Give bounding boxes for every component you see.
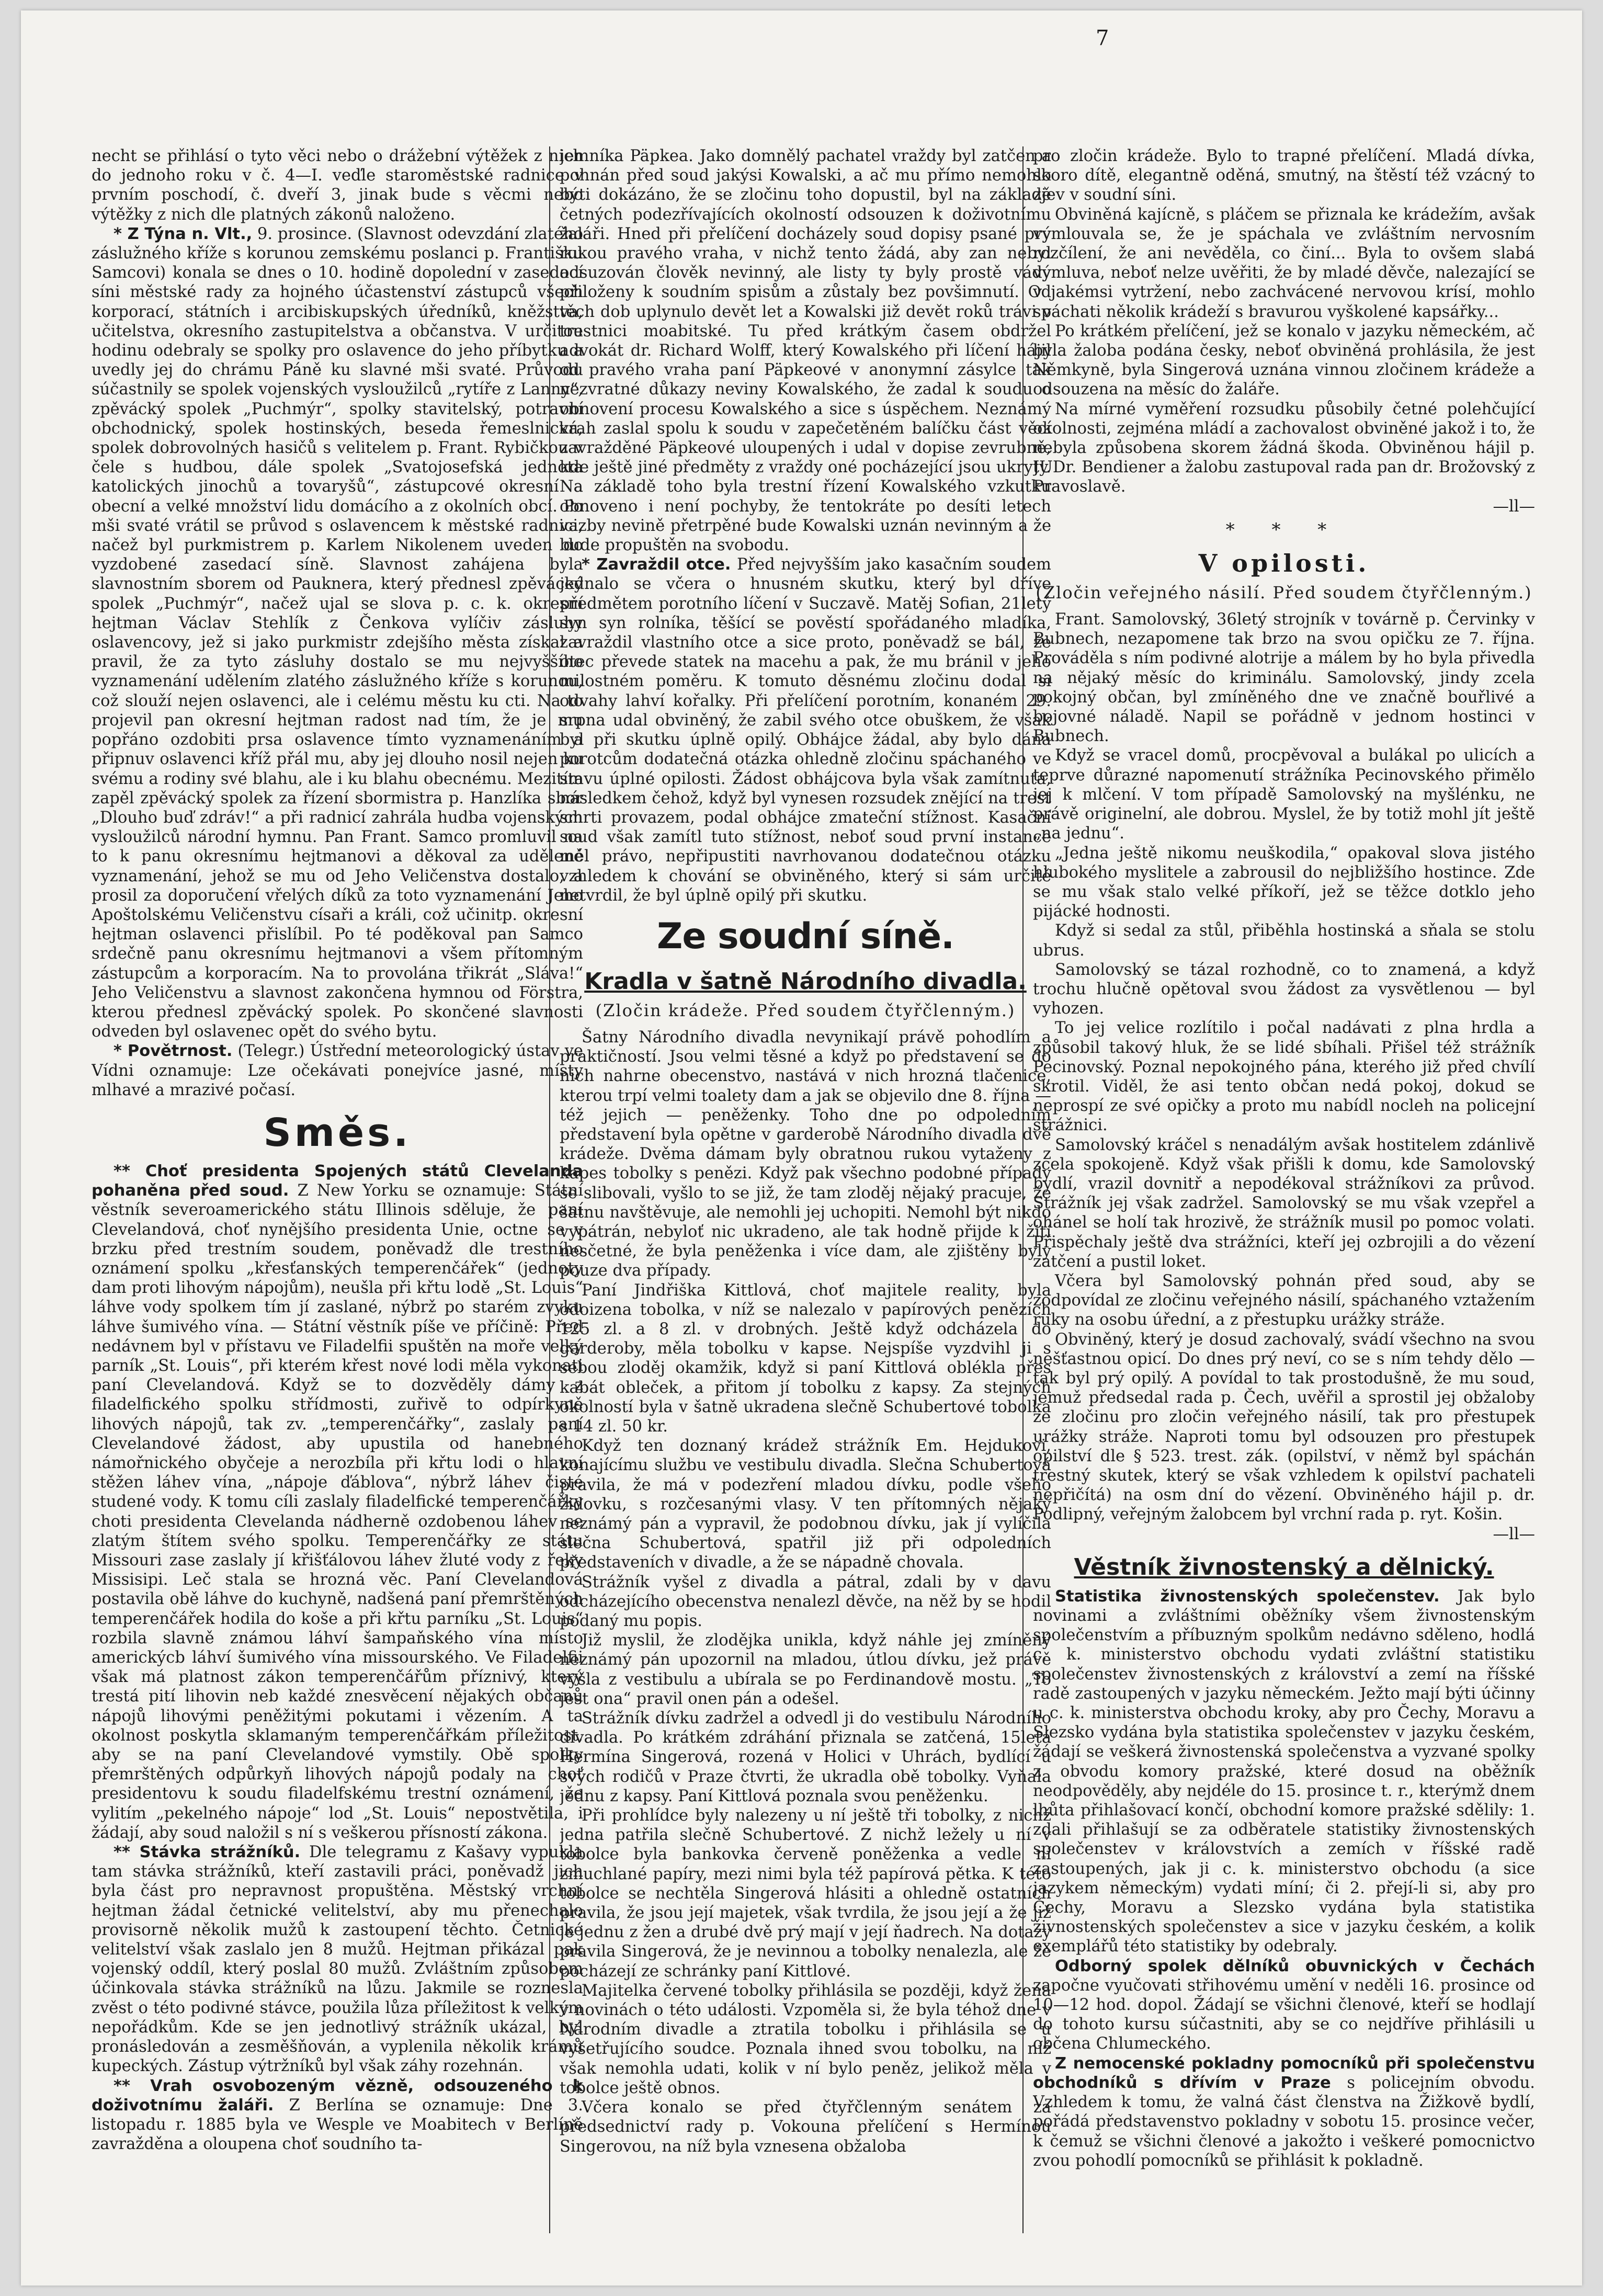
theft-para-6: Strážník dívku zadržel a odvedl ji do vestibulu Národního divadla. Po krátkém zdráhání přiznala se zatčená, 15letá Hermína Singerová, rozená v Holici v Uhrách, bydlící u svých rodičů v Praze čtvrti, že ukradla obě tobolky. Vyňala jednu z kapsy. Paní Kittlová poznala svou peněženku.	[560, 1709, 1051, 1805]
headline-drunkenness: V opilosti.	[1198, 549, 1370, 578]
drunk-para-2: Když se vracel domů, procpěvoval a bulákal po ulicích a teprve důrazné napomenutí strážníka Pecinovského přimělo jej k mlčení. V tom případě Samolovský na myšlénku, ne právě originelní, ale dobrou. Myslel, že by totiž mohl jít ještě „na jednu“.	[1033, 746, 1535, 843]
article-cleveland-body: Z New Yorku se oznamuje: Státní věstník severoamerického státu Illinois sděluje, že paní Clevelandová, choť nynějšího presidenta Unie, octne se v brzku před trestním soudem, poněvadž dle trestního oznámení spolku „křesťanských temperenčářek“ (jednoty dam proti lihovým nápojům), neušla při křtu lodě „St. Louis“ láhve vody spolkem tím jí zaslané, nýbrž po starém zvyku láhve šumivého vína. — Státní věstník píše ve příčině: Před nedávnem byl v přístavu ve Filadelfii spuštěn na moře velký parník „St. Louis“, při kterém křest nové lodi měla vykonati paní Clevelandová. Když se to dozvěděly dámy z filadelfického spolku střídmosti, zuřivě to odpírkyně lihových nápojů, tak zv. „temperenčářky“, zaslaly paní Clevelandové žádost, aby upustila od hanebného námořnického obyčeje a nerozbíla při křtu lodi o hlavní stěžen láhev vína, „nápoje ďáblova“, nýbrž láhev čisté studené vody. K tomu cíli zaslaly filadelfické temperenčářky choti presidenta Clevelanda nádherně ozdobenou láhev se zlatým štítem svého spolku. Temperenčářky ze státu Missouri zase zaslaly jí křišťálovou láhev žluté vody z řeky Missisipi. Leč stala se hrozná věc. Paní Clevelandová postavila obě láhve do kuchyně, nadšená paní přemrštěných temperenčářek hodila do koše a při křtu parníku „St. Louis“ rozbila slavně známou láhví šampaňského vína místo americkýcb láhví šumivého vína missourského. Ve Filadelfii však má platnost zákon temperenčářům příznivý, který trestá pití lihovin neb každé znesvěcení nějakých občanů nápojů lihovými peněžitými pokutami i vězením. A ta okolnost poskytla sklamaným temperenčářkám příležitost, aby se na paní Clevelandové vymstily. Obě spolky přemrštěných odpůrkyň lihových nápojů podaly na choť presidentovu k soudu filadelfskému trestní oznámení, že vylitím „pekelného nápoje“ lod „St. Louis“ nepostvětila, i žádají, aby soud naložil s ní s veškerou přísností zákona.	[92, 1181, 583, 1842]
section-heading-smes: Směs.	[263, 1110, 412, 1155]
article-strike	[92, 1843, 583, 2076]
drunk-para-8: Včera byl Samolovský pohnán před soud, aby se zodpovídal ze zločinu veřejného násilí, spáchaného vztažením ruky na osobu úřední, a z přestupku urážky stráže.	[1033, 1271, 1535, 1329]
signature-1: —ll—	[1493, 497, 1535, 516]
article-weather-lead: * Povětrnost.	[113, 1042, 233, 1061]
article-sick-fund-lead: Z nemocenské pokladny pomocníků při společenstvu obchodníků s dřívím v Praze	[1033, 2054, 1535, 2092]
signature-2: —ll—	[1493, 1525, 1535, 1543]
theft-cont-1: pro zločin krádeže. Bylo to trapné přelíčení. Mladá dívka, skoro dítě, elegantně oděná, smutný, na štěstí též vzácný to zjev v soudní síni.	[1033, 147, 1535, 204]
article-murderer	[92, 2076, 583, 2154]
drunk-para-9: Obviněný, který je dosud zachovalý, svádí všechno na svou nešťastnou opicí. Do dnes prý neví, co se s ním tehdy dělo — tak byl prý opilý. A povídal to tak prostodušně, že mu soud, jemuž předsedal rada p. Čech, uvěřil a sprostil jej obžaloby ze zločinu pro zločin veřejného násilí, tak pro přestupek urážky stráže. Naproti tomu byl odsouzen pro přestupek opilství dle § 523. trest. zák. (opilství, v němž byl spáchán trestný skutek, který se však vzhledem k opilství pachateli nepřičítá) na osm dní do vězení. Obviněného hájil p. dr. Podlipný, veřejným žalobcem byl vrchní rada p. ryt. Košin.	[1033, 1330, 1535, 1524]
article-patricide-body: Před nejvyšším jako kasačním soudem jednalo se včera o hnusném skutku, který byl dříve předmětem porotního líčení v Suczavě. Matěj Sofian, 21letý syn syn rolníka, těšící se pověstí spořádaného mladíka, zavraždil vlastního otce a sice proto, poněvadž se bál, že otec převede statek na macehu a pak, že mu bránil v jeho milostném poměru. K tomuto děsnému zločinu dodal si odvahy lahví kořalky. Při přelíčení porotním, konaném 29. srpna udal obviněný, že zabil svého otce obuškem, že však byl při skutku úplně opilý. Obhájce žádal, aby bylo dána porotcům dodatečná otázka ohledně zločinu spáchaného ve stavu úplné opilosti. Žádost obhájcova byla však zamítnuta, následkem čehož, když byl vynesen rozsudek znějící na trest smrti provazem, podal obhájce zmateční stížnost. Kasační soud však zamítl tuto stížnost, neboť soud první instance měl právo, nepřipustiti navrhovanou dodatečnou otázku vzhledem k chování se obviněného, který si sám určitě netvrdil, že byl úplně opilý při skutku.	[560, 555, 1051, 905]
article-sick-fund-body: s policejním obvodu. Vzhledem k tomu, že valná část členstva na Žižkově bydlí, pořádá představenstvo pokladny v sobotu 15. prosince večer, k čemuž se všichni členové a jakožto i veškeré pomocnictvo zvou pohodlí pomocníků se přihlásit k pokladně.	[1033, 2073, 1535, 2170]
drunk-para-4: Když si sedal za stůl, přiběhla hostinská a sňala se stolu ubrus.	[1033, 922, 1535, 960]
drunk-para-7: Samolovský kráčel s nenadálým avšak hostitelem zdánlivě zcela spokojeně. Když však přišli k domu, kde Samolovský bydlí, vrazil dovnitř a nepodékoval strážníkovi za průvod. Strážník jej však zadržel. Samolovský se mu však vzepřel a ohánel se holí tak hrozivě, že strážník musil po pomoc volati. Přispěchaly ještě dva strážníci, kteří jej ozbrojili a do vězení zatčení a pustil loket.	[1033, 1135, 1535, 1271]
article-murderer-cont: jemníka Päpkea. Jako domnělý pachatel vraždy byl zatčen a pohnán před soud jakýsi Kowalski, a ač mu přímo nemohlo býti dokázáno, že se zločinu toho dopustil, byl na základě četných podezřívajících okolností odsouzen k doživotnímu žaláři. Hned při přelíčení docházely soud dopisy psané prý rukou pravého vraha, v nichž tento žádá, aby zan nebyl odsuzován člověk nevinný, ale listy ty byly prostě vády přiloženy k soudním spisům a zůstaly bez povšimnutí. Od těch dob uplynulo devět let a Kowalski již devět roků trávi v trestnici moabitské. Tu před krátkým časem obdržel advokát dr. Richard Wolff, který Kowalského při líčení hájil od pravého vraha paní Päpkeové v anonymní zásylce tak nezvratné důkazy neviny Kowalského, že zadal k soudu o obnovení procesu Kowalského a sice s úspěchem. Neznámý vrah zaslal spolu k soudu v zapečetěném balíčku část věcí zavražděné Päpkeové uloupených i udal v dopise zevrubně, kde ještě jiné předměty z vraždy oné pocházející jsou ukryty. Na základě toho byla trestní řízení Kowalského vzkutku obnoveno i není pochyby, že tentokráte po desíti letech vazby nevině přetrpěné bude Kowalski uznán nevinným a že bude propuštěn na svobodu.	[560, 147, 1051, 555]
article-auction-end: necht se přihlásí o tyto věci nebo o drážební výtěžek z nich do jednoho roku v č. 4—I. veďle staroměstské radnice v prvním poschodí, č. dveří 3, jinak bude s věcmi nebo výtěžky z nich dle platných zákonů naloženo.	[92, 147, 583, 224]
section-heading-trade: Věstník živnostenský a dělnický.	[1074, 1553, 1494, 1581]
article-tyn-body: 9. prosince. (Slavnost odevzdání zlatého záslužného kříže s korunou zemskému poslanci p. Františku Samcovi) konala se dnes o 10. hodině dopolední v zasedací síni městské rady za hojného účastenství zástupců všech korporací, státních i arcibiskupských úředníků, kněžstva, učitelstva, okresního zastupitelstva a občanstva. V určitou hodinu odebraly se spolky pro oslavence do jeho příbytku a uvedly jej do chrámu Páně ku slavné mši svaté. Průvodu súčastnily se spolek vojenských vysloužilců „rytíře z Lanny“, zpěvácký spolek „Puchmýr“, spolky stavitelský, potravní obchodnický, spolek hostinských, beseda řemeslnická, spolek dobrovolných hasičů s velitelem p. Frant. Rybičkou v čele s hudbou, dále spolek „Svatojosefská jednota katolických jinochů a tovaryšů“, zástupcové okresní a obecní a velké množství lidu domácího a z okolních obcí. Po mši svaté vrátil se průvod s oslavencem k městské radnici, načež byl purkmistrem p. Karlem Nikolenem uveden do vyzdobené zasedací síně. Slavnost zahájena byla slavnostním sborem od Pauknera, který přednesl zpěvácký spolek „Puchmýr“, načež ujal se slova p. c. k. okresní hejtman Václav Stehlík z Čenkova vylíčiv zásluhy oslavencovy, jež si jako purkmistr zdejšího města získal a pravil, že za tyto zásluhy dostalo se mu nejvyššího vyznamenání udělením zlatého záslužného kříže s korunou, což slouží nejen oslavenci, ale i celému městu ku cti. Na to projevil pan okresní hejtman radost nad tím, že je mu popřáno ozdobiti prsa oslavence tímto vyznamenáním a připnuv oslavenci kříž přál mu, aby jej dlouho nosil nejen ku svému a rodiny své blahu, ale i ku blahu obecnému. Mezitím zapěl zpěvácký spolek za řízení sbormistra p. Hanzlíka sbor „Dlouho buď zdráv!“ a při radnicí zahrála hudba vojenských vysloužilců národní hymnu. Pan Frant. Samco promluvil na to k panu okresnímu hejtmanovi a děkoval za udělené vyznamenání, jehož se mu od Jeho Veličenstva dostalo, a prosil za doporučení vřelých díků za toto vyznamenání Jeho Apoštolskému Veličenstvu císaři a králi, což učinitp. okresní hejtman oslavenci přislíbil. Po té poděkoval pan Samco srdečně panu okresnímu hejtmanovi a všem přítomným zástupcům a korporacím. Na to provolána třikrát „Sláva!“ Jeho Veličenstvu a slavnost zakončena hymnou od Förstra, kterou přednesl zpěvácký spolek. Po skončené slavnosti odveden byl oslavenec opět do svého bytu.	[92, 224, 583, 1041]
article-patricide-lead: * Zavraždil otce.	[582, 555, 731, 574]
headline-theft: Kradla v šatně Národního divadla.	[584, 968, 1027, 995]
newspaper-page	[21, 10, 1582, 2286]
theft-para-2: Paní Jindřiška Kittlová, choť majitele reality, byla odoizena tobolka, v níž se nalezalo v papírových penězích 125 zl. a 8 zl. v drobných. Ještě když odcházela do garderoby, měla tobolku v kapse. Nejspíše vyzdvihl ji s sebou zloděj okamžik, když si paní Kittlová oblékla přes kabát obleček, a přitom jí tobolku z kapsy. Za stejných okolností byla v šatně ukradena slečně Schubertové tobolka s 14 zl. 50 kr.	[560, 1281, 1051, 1436]
drunk-para-1: Frant. Samolovský, 36letý strojník v továrně p. Červinky v Bubnech, nezapomene tak brzo na svou opičku ze 7. října. Prováděla s ním podivné alotrije a málem by ho byla přivedla na nějaký měsíc do kriminálu. Samolovský, jindy zcela pokojný občan, byl zmíněného dne ve značně bouřlivé a bojovné náladě. Napil se pořádně v jednom hostinci v Bubnech.	[1033, 610, 1535, 746]
article-murderer-body: Z Berlína se oznamuje: Dne 3. listopadu r. 1885 byla ve Wesple ve Moabitech v Berlíně zavražděna a oloupena choť soudního ta-	[92, 2096, 583, 2154]
section-heading-court: Ze soudní síně.	[657, 915, 954, 957]
drunk-para-5: Samolovský se tázal rozhodně, co to znamená, a když trochu hlučně opětoval svou žádost za vysvětlenou — byl vyhozen.	[1033, 960, 1535, 1018]
article-statistics-lead: Statistika živnostenských společenstev.	[1055, 1587, 1440, 1606]
article-cleveland	[92, 1162, 583, 1843]
column-3	[1033, 146, 1535, 2249]
article-statistics	[1033, 1587, 1535, 1957]
theft-para-9: Včera konalo se před čtyřčlenným senátem za předsednictví rady p. Vokouna přelíčení s Hermínou Singerovou, na níž byla vznesena obžaloba	[560, 2098, 1051, 2156]
article-statistics-body: Jak bylo novinami a zvláštními oběžníky všem živnostenským společenstvím a příbuzným spolkům nedávno sděleno, hodlá c. k. ministerstvo obchodu vydati zvláštní statistiku společenstev živnostenských z království a zemí na říšské radě zastoupených v jazyku německém. Ježto mají býti účinny u c. k. ministerstva obchodu kroky, aby pro Čechy, Moravu a Slezsko vydána byla statistika společenstev v jazyku českém, žádají se veškerá živnostenská společenstva a vyzvané spolky z obvodu komory pražské, které dosud na oběžník neodpověděly, aby nejdéle do 15. prosince t. r., kterýmž dnem lhůta přihlašovací končí, obchodní komore pražské sdělily: 1. zdali přihlašují se za odběratele statistiky živnostenských společenstev v královstvích a zemích v říšské radě zastoupených, jak ji c. k. ministerstvo obchodu (a sice jazykem německým) vydati míní; či 2. přejí-li si, aby pro Čechy, Moravu a Slezsko vydána byla statistika živnostenských společenstev a sice v jazyku českém, a kolik exemplářů této statistiky by odebraly.	[1033, 1587, 1535, 1956]
theft-cont-3: Po krátkém přelíčení, jež se konalo v jazyku německém, ač byla žaloba podána česky, neboť obviněná prohlásila, že jest Němkyně, byla Singerová uznána vinnou zločinem krádeže a odsouzena na měsíc do žaláře.	[1033, 322, 1535, 399]
article-shoemakers	[1033, 1957, 1535, 2054]
theft-para-5: Již myslil, že zlodějka unikla, když náhle jej zmíněný neznámý pán upozornil na mladou, útlou dívku, jež právě vyšla z vestibulu a ubírala se po Ferdinandově mostu. „To jest ona“ pravil onen pán a odešel.	[560, 1631, 1051, 1708]
subheadline-theft: (Zločin krádeže. Před soudem čtyřčlenným.)	[595, 1000, 1016, 1020]
article-patricide	[560, 555, 1051, 905]
theft-para-1: Šatny Národního divadla nevynikají právě pohodlím a praktičností. Jsou velmi těsné a když po představení se do nich nahrne obecenstvo, nastává v nich hrozná tlačenice, kterou trpí velmi toalety dam a jak se objevilo dne 8. října — též jejich — peněženky. Toho dne po odpoledním představení byla opětne v garderobě Národního divadla dvě krádeže. Dvěma dámam byly obratnou rukou vytaženy z kapes tobolky s penězi. Když pak všechno podobné případy se slibovali, vyšlo to se již, že tam zloděj nějaký pracuje, že šatnu navštěvuje, ale nemohli jej uchopiti. Nemohl být nikdo vypátrán, nebyloť nic ukradeno, ale tak hodně přijde k žití nesčetné, že byla peněženka i více dam, ale zjištěny byly pouze dva případy.	[560, 1028, 1051, 1280]
article-cleveland-lead: ** Choť presidenta Spojených států Clevelanda pohaněna před soud.	[92, 1162, 583, 1200]
article-shoemakers-body: započne vyučovati střihovému umění v neděli 16. prosince od 10—12 hod. dopol. Žádají se všichni členové, kteří se hodlají do tohoto kursu súčastniti, aby se co nejdříve přihlásili u občena Chlumeckého.	[1033, 1976, 1535, 2053]
drunk-para-6: To jej velice rozlítilo i počal nadávati z plna hrdla a způsobil takový hluk, že se lidé sbíhali. Přišel též strážník Pecinovský. Poznal nepokojného pána, kterého již před chvílí skrotil. Viděl, že asi tento občan nedá pokoj, dokud se neprospí ze své opičky a proto mu nabídl nocleh na policejní strážnici.	[1033, 1019, 1535, 1135]
theft-para-8: Majitelka červené tobolky přihlásila se později, když žena v novinách o této události. Vzpoměla si, že byla téhož dne v Národním divadle a ztratila tobolku i přihlásila se u vyšetřujícího soudce. Poznala ihned svou tobolku, na níž však nemohla udati, kolik v ní bylo peněz, jelikož měla v tobolce ještě obnos.	[560, 1981, 1051, 2097]
theft-cont-2: Obviněná kajícně, s pláčem se přiznala ke krádežím, avšak vymlouvala se, že je spáchala ve zvláštním nervosním rozčílení, že ani nevěděla, co činí... Byla to ovšem slabá výmluva, neboť nelze uvěřiti, že by mladé děvče, nalezající se v jakémsi vytržení, nebo zachvácené nervovou krísí, mohlo spáchati několik krádeží s bravurou vyškolené kapsářky...	[1033, 205, 1535, 321]
subheadline-drunkenness: (Zločin veřejného násilí. Před soudem čtyřčlenným.)	[1036, 583, 1532, 603]
article-shoemakers-lead: Odborný spolek dělníků obuvnických v Čechách	[1055, 1957, 1535, 1975]
column-2	[560, 146, 1051, 2249]
article-weather	[92, 1041, 583, 1100]
article-tyn-lead: * Z Týna n. Vlt.,	[113, 224, 253, 243]
separator-stars: * * *	[1225, 519, 1343, 540]
theft-para-4: Strážník vyšel z divadla a pátral, zdali by v davu odcházejícího obecenstva nenalezl děvče, na něž by se hodil podaný mu popis.	[560, 1573, 1051, 1631]
theft-para-3: Když ten doznaný krádež strážník Em. Hejdukovi, konajícímu službu ve vestibulu divadla. Slečna Schubertová pravila, že má v podezření mladou dívku, podle všeho židovku, s rozčesanými vlasy. V ten přítomných nějaký neznámý pán a vypravil, že podobnou dívku, jak jí vylíčila slečna Schubertová, spatřil již při odpoledních představeních v divadle, a že se nápadně chovala.	[560, 1437, 1051, 1572]
article-murderer-lead: ** Vrah osvobozeným vězně, odsouzeného k doživotnímu žaláři.	[92, 2076, 583, 2115]
article-weather-body: (Telegr.) Ústřední meteorologický ústav ve Vídni oznamuje: Lze očekávati ponejvíce jasné, místy mlhavé a mrazivé počasí.	[92, 1042, 583, 1099]
drunk-para-3: „Jedna ještě nikomu neuškodila,“ opakoval slova jistého hlubokého myslitele a zabrousil do nejbližšího hostince. Zde se mu však stalo velké příkoří, jež se těžce dotklo jeho pijácké hodnosti.	[1033, 844, 1535, 921]
page-number: 7	[1096, 26, 1109, 50]
article-tyn	[92, 224, 583, 1042]
article-sick-fund	[1033, 2054, 1535, 2170]
theft-para-7: Při prohlídce byly nalezeny u ní ještě tři tobolky, z nichž jedna patřila slečně Schubertové. Z nichž ležely u ní v tobolce byla bankovka červeně poněženka a vedle ní zmuchlané papíry, mezi nimi byla též papírová pětka. K této tobolce se nechtěla Singerová hlásiti a ohledně ostatních pravila, že jsou její majetek, však tvrdila, že jsou její a že již je jednu z žen a drubé dvě prý mají v její ňadrech. Na dotazy pravila Singerová, že je nevinnou a tobolky nenalezla, ale že pocházejí ze schránky paní Kittlové.	[560, 1806, 1051, 1981]
article-strike-lead: ** Stávka strážníků.	[113, 1843, 301, 1862]
article-strike-body: Dle telegramu z Kašavy vypukla tam stávka strážníků, kteří zastavili práci, poněvadž jich byla část pro nepravnost propuštěna. Městský vrchní hejtman žádal četnické velitelství, aby mu přenechalo provisorně několik mužů k zastoupení těchto. Četnické velitelství však zaslalo jen 8 mužů. Hejtman přikázal pak vojenský oddíl, který poslal 80 mužů. Zvláštním způsobem účinkovala stávka strážníků na lůzu. Jakmile se roznesla zvěst o této podivné stávce, použila lůza příležitost k velkým nepořádkům. Kde se jen jednotlivý strážník ukázal, byl pronásledován a zesměšňován, a vyplenila několik krámů kupeckých. Zástup výtržníků byl však záhy rozehnán.	[92, 1843, 583, 2076]
theft-cont-4: Na mírné vyměření rozsudku působily četné polehčující okolnosti, zejména mládí a zachovalost obviněné jakož i to, že nebyla způsobena skorem žádná škoda. Obviněnou hájil p. JUDr. Bendiener a žalobu zastupoval rada pan dr. Brožovský z Pravoslavě.	[1033, 400, 1535, 496]
column-1	[92, 146, 583, 2249]
